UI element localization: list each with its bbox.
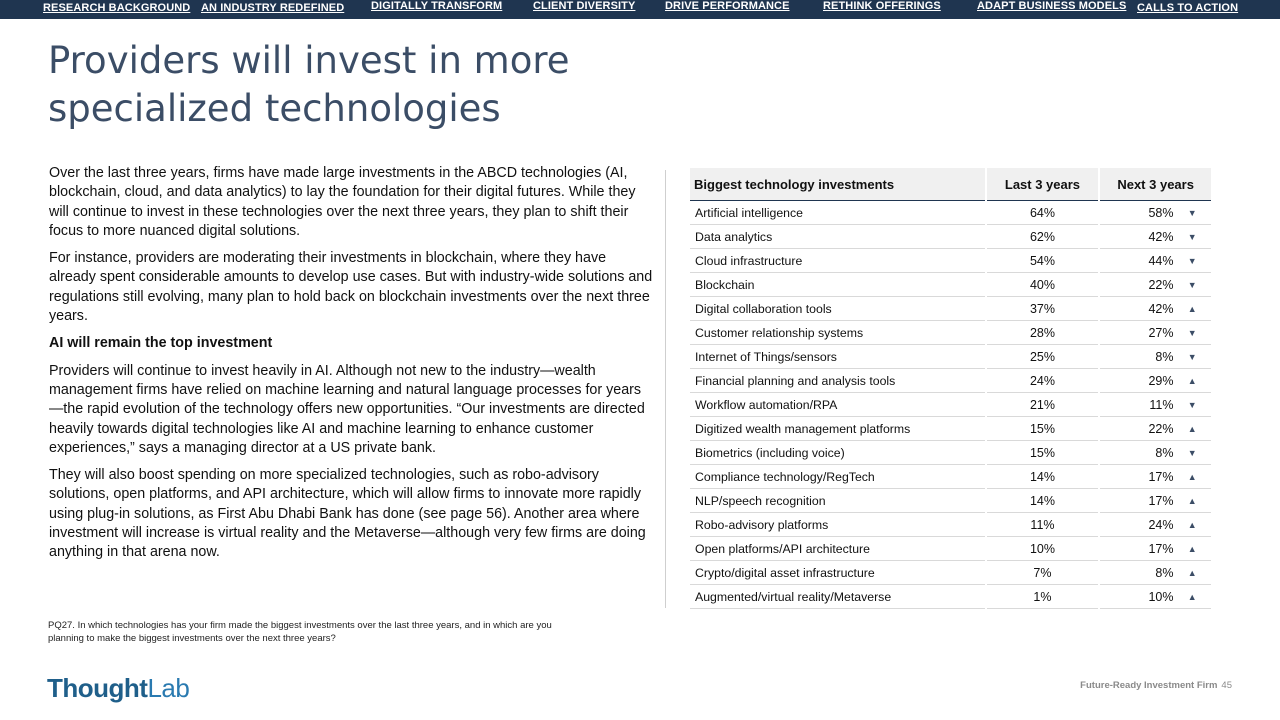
cell-next-3-years: 44% bbox=[1099, 249, 1173, 273]
cell-technology: Cloud infrastructure bbox=[690, 249, 986, 273]
nav-research-background[interactable]: RESEARCH BACKGROUND bbox=[43, 2, 191, 14]
footer-info bbox=[1080, 680, 1232, 691]
cell-last-3-years: 64% bbox=[986, 201, 1100, 225]
logo-thought: Thought bbox=[47, 673, 148, 703]
top-navigation bbox=[0, 0, 1280, 19]
cell-technology: Crypto/digital asset infrastructure bbox=[690, 561, 986, 585]
trend-up-icon: ▲ bbox=[1173, 489, 1211, 513]
nav-adapt-business-models[interactable]: ADAPT BUSINESS MODELS bbox=[977, 0, 1127, 12]
trend-down-icon: ▼ bbox=[1173, 225, 1211, 249]
cell-technology: Customer relationship systems bbox=[690, 321, 986, 345]
table-row bbox=[690, 561, 1211, 585]
cell-last-3-years: 11% bbox=[986, 513, 1100, 537]
cell-last-3-years: 14% bbox=[986, 465, 1100, 489]
table-header-row bbox=[690, 168, 1211, 201]
cell-next-3-years: 17% bbox=[1099, 489, 1173, 513]
logo-lab: Lab bbox=[147, 673, 190, 703]
paragraph-blockchain: For instance, providers are moderating their investments in blockchain, where they have already spent considerable amounts to develop use cases. But with industry-wide solutions and regulations still evolving, many plan to hold back on blockchain investments over the next three years. bbox=[49, 250, 653, 325]
cell-technology: Augmented/virtual reality/Metaverse bbox=[690, 585, 986, 609]
trend-down-icon: ▼ bbox=[1173, 201, 1211, 225]
trend-down-icon: ▼ bbox=[1173, 345, 1211, 369]
cell-technology: Artificial intelligence bbox=[690, 201, 986, 225]
cell-last-3-years: 40% bbox=[986, 273, 1100, 297]
table-row bbox=[690, 297, 1211, 321]
subheading-ai: AI will remain the top investment bbox=[49, 335, 273, 352]
header-technology: Biggest technology investments bbox=[690, 168, 986, 201]
table-body bbox=[690, 201, 1211, 609]
nav-digitally-transform[interactable]: DIGITALLY TRANSFORM bbox=[371, 0, 503, 12]
cell-technology: Blockchain bbox=[690, 273, 986, 297]
trend-up-icon: ▲ bbox=[1173, 465, 1211, 489]
nav-drive-performance[interactable]: DRIVE PERFORMANCE bbox=[665, 0, 790, 12]
table-row bbox=[690, 417, 1211, 441]
cell-technology: Robo-advisory platforms bbox=[690, 513, 986, 537]
cell-last-3-years: 24% bbox=[986, 369, 1100, 393]
trend-down-icon: ▼ bbox=[1173, 321, 1211, 345]
cell-last-3-years: 7% bbox=[986, 561, 1100, 585]
trend-up-icon: ▲ bbox=[1173, 561, 1211, 585]
cell-next-3-years: 8% bbox=[1099, 561, 1173, 585]
cell-next-3-years: 17% bbox=[1099, 537, 1173, 561]
page-number: 45 bbox=[1221, 680, 1232, 691]
cell-next-3-years: 29% bbox=[1099, 369, 1173, 393]
trend-up-icon: ▲ bbox=[1173, 297, 1211, 321]
thoughtlab-logo bbox=[47, 673, 189, 704]
cell-technology: Open platforms/API architecture bbox=[690, 537, 986, 561]
nav-calls-to-action[interactable]: CALLS TO ACTION bbox=[1137, 2, 1239, 14]
cell-next-3-years: 22% bbox=[1099, 417, 1173, 441]
trend-up-icon: ▲ bbox=[1173, 585, 1211, 609]
table-row bbox=[690, 537, 1211, 561]
trend-up-icon: ▲ bbox=[1173, 369, 1211, 393]
trend-down-icon: ▼ bbox=[1173, 273, 1211, 297]
cell-last-3-years: 21% bbox=[986, 393, 1100, 417]
cell-next-3-years: 42% bbox=[1099, 225, 1173, 249]
cell-technology: NLP/speech recognition bbox=[690, 489, 986, 513]
table-row bbox=[690, 393, 1211, 417]
cell-last-3-years: 14% bbox=[986, 489, 1100, 513]
footer-brand: Future-Ready Investment Firm bbox=[1080, 680, 1218, 691]
cell-next-3-years: 27% bbox=[1099, 321, 1173, 345]
cell-next-3-years: 24% bbox=[1099, 513, 1173, 537]
table-row bbox=[690, 273, 1211, 297]
trend-down-icon: ▼ bbox=[1173, 249, 1211, 273]
table-row bbox=[690, 489, 1211, 513]
trend-up-icon: ▲ bbox=[1173, 417, 1211, 441]
trend-down-icon: ▼ bbox=[1173, 441, 1211, 465]
cell-last-3-years: 10% bbox=[986, 537, 1100, 561]
cell-next-3-years: 58% bbox=[1099, 201, 1173, 225]
nav-rethink-offerings[interactable]: RETHINK OFFERINGS bbox=[823, 0, 941, 12]
cell-technology: Internet of Things/sensors bbox=[690, 345, 986, 369]
cell-next-3-years: 22% bbox=[1099, 273, 1173, 297]
cell-last-3-years: 54% bbox=[986, 249, 1100, 273]
paragraph-specialized: They will also boost spending on more specialized technologies, such as robo-advisory solutions, open platforms, and API architecture, which will allow firms to innovate more rapidly using plug-in solutions, as First Abu Dhabi Bank has done (see page 56). Another area where investment will increase is virtual reality and the Metaverse—although very few firms are doing anything in that arena now. bbox=[49, 467, 646, 561]
trend-up-icon: ▲ bbox=[1173, 513, 1211, 537]
table-row bbox=[690, 201, 1211, 225]
column-divider bbox=[665, 170, 666, 608]
cell-technology: Financial planning and analysis tools bbox=[690, 369, 986, 393]
cell-last-3-years: 37% bbox=[986, 297, 1100, 321]
paragraph-ai: Providers will continue to invest heavily in AI. Although not new to the industry—wealth management firms have relied on machine learning and natural language processes for years—the rapid evolution of the technology offers new opportunities. “Our investments are directed heavily towards digital technologies like AI and machine learning to enhance customer experiences,” says a managing director at a US private bank. bbox=[49, 362, 645, 456]
header-next-3-years: Next 3 years bbox=[1099, 168, 1211, 201]
header-last-3-years: Last 3 years bbox=[986, 168, 1100, 201]
table-row bbox=[690, 249, 1211, 273]
nav-an-industry-redefined[interactable]: AN INDUSTRY REDEFINED bbox=[201, 2, 345, 14]
cell-last-3-years: 15% bbox=[986, 441, 1100, 465]
cell-next-3-years: 17% bbox=[1099, 465, 1173, 489]
table-row bbox=[690, 465, 1211, 489]
cell-last-3-years: 1% bbox=[986, 585, 1100, 609]
nav-client-diversity[interactable]: CLIENT DIVERSITY bbox=[533, 0, 636, 12]
cell-next-3-years: 10% bbox=[1099, 585, 1173, 609]
cell-technology: Compliance technology/RegTech bbox=[690, 465, 986, 489]
cell-technology: Digital collaboration tools bbox=[690, 297, 986, 321]
technology-investments-table bbox=[690, 168, 1211, 609]
body-text bbox=[49, 164, 655, 571]
table-row bbox=[690, 369, 1211, 393]
cell-next-3-years: 11% bbox=[1099, 393, 1173, 417]
page-title: Providers will invest in more specialized technologies bbox=[48, 39, 570, 130]
cell-last-3-years: 25% bbox=[986, 345, 1100, 369]
table-row bbox=[690, 585, 1211, 609]
table-row bbox=[690, 513, 1211, 537]
cell-technology: Workflow automation/RPA bbox=[690, 393, 986, 417]
cell-next-3-years: 8% bbox=[1099, 441, 1173, 465]
trend-up-icon: ▲ bbox=[1173, 537, 1211, 561]
cell-last-3-years: 15% bbox=[986, 417, 1100, 441]
cell-technology: Data analytics bbox=[690, 225, 986, 249]
table-row bbox=[690, 441, 1211, 465]
cell-last-3-years: 28% bbox=[986, 321, 1100, 345]
trend-down-icon: ▼ bbox=[1173, 393, 1211, 417]
table-row bbox=[690, 321, 1211, 345]
cell-next-3-years: 42% bbox=[1099, 297, 1173, 321]
survey-footnote: PQ27. In which technologies has your firm made the biggest investments over the last three years, and in which are you planning to make the biggest investments over the next three years? bbox=[48, 620, 552, 644]
paragraph-intro: Over the last three years, firms have made large investments in the ABCD technologies (AI, blockchain, cloud, and data analytics) to lay the foundation for their digital futures. While they will continue to invest in these technologies over the next three years, they plan to shift their focus to more nuanced digital solutions. bbox=[49, 165, 636, 239]
cell-technology: Digitized wealth management platforms bbox=[690, 417, 986, 441]
cell-last-3-years: 62% bbox=[986, 225, 1100, 249]
cell-next-3-years: 8% bbox=[1099, 345, 1173, 369]
cell-technology: Biometrics (including voice) bbox=[690, 441, 986, 465]
table-row bbox=[690, 345, 1211, 369]
table-row bbox=[690, 225, 1211, 249]
